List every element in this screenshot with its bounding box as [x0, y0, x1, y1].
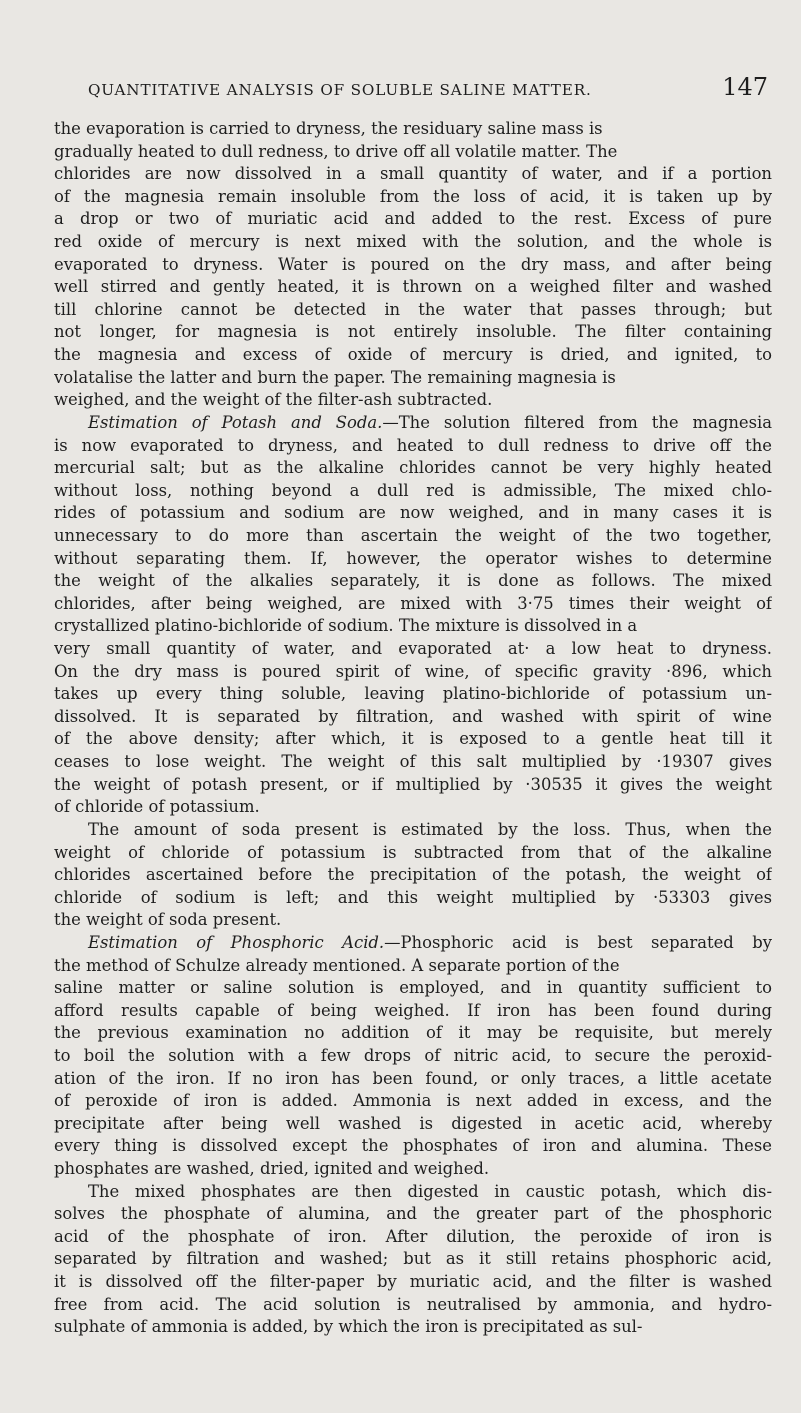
line-text: acid of the phosphate of iron. After dilution, the peroxide of iron is	[54, 1226, 772, 1246]
text-line	[54, 1068, 772, 1091]
line-text: of peroxide of iron is added. Ammonia is next added in excess, and the	[54, 1091, 772, 1111]
line-text: to boil the solution with a few drops of nitric acid, to secure the peroxid-	[54, 1045, 772, 1065]
text-line	[54, 435, 772, 458]
text-line	[54, 548, 772, 571]
text-line	[54, 525, 772, 548]
text-line	[54, 141, 772, 164]
line-text: chlorides ascertained before the precipitation of the potash, the weight of	[54, 865, 772, 885]
text-line	[54, 1022, 772, 1045]
text-line	[54, 774, 772, 797]
text-line	[54, 480, 772, 503]
line-text: ceases to lose weight. The weight of this salt multiplied by ·19307 gives	[54, 752, 772, 772]
text-line	[54, 706, 772, 729]
line-text: evaporated to dryness. Water is poured on the dry mass, and after being	[54, 254, 772, 274]
text-line	[54, 502, 772, 525]
text-line	[54, 1113, 772, 1136]
line-text: till chlorine cannot be detected in the water that passes through; but	[54, 299, 772, 319]
section-heading: Estimation of Phosphoric Acid.	[88, 932, 385, 952]
line-text: takes up every thing soluble, leaving platino-bichloride of potassium un-	[54, 684, 772, 704]
line-text: the weight of the alkalies separately, it is done as follows. The mixed	[54, 571, 772, 591]
text-line	[54, 367, 772, 390]
text-line	[54, 864, 772, 887]
text-line	[54, 208, 772, 231]
line-text: ation of the iron. If no iron has been found, or only traces, a little acetate	[54, 1068, 772, 1088]
text-line	[54, 909, 772, 932]
line-text: without separating them. If, however, the operator wishes to determine	[54, 548, 772, 568]
text-line	[54, 932, 772, 955]
text-line	[54, 1045, 772, 1068]
text-line	[54, 412, 772, 435]
text-line	[54, 1135, 772, 1158]
line-text: unnecessary to do more than ascertain the weight of the two together,	[54, 525, 772, 545]
line-text: afford results capable of being weighed. If iron has been found during	[54, 1000, 772, 1020]
line-text: sulphate of ammonia is added, by which the iron is precipitated as sul-	[54, 1317, 643, 1337]
line-text: of the magnesia remain insoluble from the loss of acid, it is taken up by	[54, 186, 772, 206]
text-line	[54, 796, 772, 819]
line-text: separated by filtration and washed; but as it still retains phosphoric acid,	[54, 1249, 772, 1269]
text-line	[54, 842, 772, 865]
text-line	[54, 570, 772, 593]
text-line	[54, 1248, 772, 1271]
line-text: chlorides are now dissolved in a small quantity of water, and if a portion	[54, 164, 772, 184]
text-line	[54, 1090, 772, 1113]
text-line	[54, 661, 772, 684]
section-heading: Estimation of Potash and Soda.	[88, 412, 383, 432]
line-text: free from acid. The acid solution is neutralised by ammonia, and hydro-	[54, 1294, 772, 1314]
line-text: crystallized platino-bichloride of sodium. The mixture is dissolved in a	[54, 616, 638, 636]
line-text: volatalise the latter and burn the paper. The remaining magnesia is	[54, 367, 616, 387]
text-line	[54, 321, 772, 344]
text-line	[54, 977, 772, 1000]
running-head-title: QUANTITATIVE ANALYSIS OF SOLUBLE SALINE MATTER.	[88, 81, 592, 99]
text-line	[54, 955, 772, 978]
text-line	[54, 1000, 772, 1023]
text-line	[54, 344, 772, 367]
text-line	[54, 231, 772, 254]
body-text	[54, 118, 772, 1339]
text-line	[54, 276, 772, 299]
line-text: chlorides, after being weighed, are mixed with 3·75 times their weight of	[54, 593, 772, 613]
line-text: the previous examination no addition of it may be requisite, but merely	[54, 1023, 772, 1043]
text-line	[54, 118, 772, 141]
line-text: —Phosphoric acid is best separated by	[384, 932, 772, 952]
page-number: 147	[722, 73, 768, 101]
line-text: well stirred and gently heated, it is thrown on a weighed filter and washed	[54, 277, 772, 297]
text-line	[54, 1316, 772, 1339]
line-text: it is dissolved off the filter-paper by muriatic acid, and the filter is washed	[54, 1272, 772, 1292]
line-text: of the above density; after which, it is exposed to a gentle heat till it	[54, 729, 772, 749]
text-line	[54, 1226, 772, 1249]
line-text: dissolved. It is separated by filtration, and washed with spirit of wine	[54, 706, 772, 726]
line-text: weighed, and the weight of the filter-ash subtracted.	[54, 390, 493, 410]
line-text: precipitate after being well washed is digested in acetic acid, whereby	[54, 1113, 772, 1133]
line-text: phosphates are washed, dried, ignited and weighed.	[54, 1159, 490, 1179]
line-text: every thing is dissolved except the phosphates of iron and alumina. These	[54, 1136, 772, 1156]
line-text: solves the phosphate of alumina, and the greater part of the phosphoric	[54, 1204, 772, 1224]
text-line	[54, 457, 772, 480]
text-line	[54, 887, 772, 910]
line-text: a drop or two of muriatic acid and added to the rest. Excess of pure	[54, 209, 772, 229]
line-text: not longer, for magnesia is not entirely insoluble. The filter containing	[54, 322, 772, 342]
line-text: On the dry mass is poured spirit of wine, of specific gravity ·896, which	[54, 661, 772, 681]
line-text: the method of Schulze already mentioned. A separate portion of the	[54, 955, 620, 975]
text-line	[54, 1203, 772, 1226]
text-line	[54, 1158, 772, 1181]
text-line	[54, 819, 772, 842]
text-line	[54, 299, 772, 322]
line-text: the weight of soda present.	[54, 910, 282, 930]
text-line	[54, 751, 772, 774]
text-line	[54, 638, 772, 661]
running-head	[88, 73, 768, 110]
text-line	[54, 1181, 772, 1204]
text-line	[54, 186, 772, 209]
line-text: gradually heated to dull redness, to drive off all volatile matter. The	[54, 141, 618, 161]
text-line	[54, 728, 772, 751]
line-text: the weight of potash present, or if multiplied by ·30535 it gives the weight	[54, 774, 772, 794]
line-text: very small quantity of water, and evaporated at· a low heat to dryness.	[54, 639, 772, 659]
text-line	[54, 615, 772, 638]
line-text: the magnesia and excess of oxide of mercury is dried, and ignited, to	[54, 345, 772, 365]
line-text: red oxide of mercury is next mixed with the solution, and the whole is	[54, 232, 772, 252]
line-text: weight of chloride of potassium is subtracted from that of the alkaline	[54, 842, 772, 862]
text-line	[54, 593, 772, 616]
line-text: The amount of soda present is estimated by the loss. Thus, when the	[88, 819, 772, 839]
line-text: of chloride of potassium.	[54, 797, 260, 817]
line-text: the evaporation is carried to dryness, the residuary saline mass is	[54, 119, 603, 138]
text-line	[54, 1294, 772, 1317]
text-line	[54, 389, 772, 412]
text-line	[54, 254, 772, 277]
line-text: without loss, nothing beyond a dull red is admissible, The mixed chlo-	[54, 480, 772, 500]
line-text: is now evaporated to dryness, and heated to dull redness to drive off the	[54, 435, 772, 455]
line-text: —The solution filtered from the magnesia	[382, 412, 772, 432]
text-line	[54, 683, 772, 706]
text-line	[54, 1271, 772, 1294]
line-text: The mixed phosphates are then digested in caustic potash, which dis-	[88, 1181, 772, 1201]
line-text: saline matter or saline solution is employed, and in quantity sufficient to	[54, 978, 772, 998]
text-line	[54, 163, 772, 186]
line-text: chloride of sodium is left; and this weight multiplied by ·53303 gives	[54, 887, 772, 907]
line-text: mercurial salt; but as the alkaline chlorides cannot be very highly heated	[54, 458, 772, 478]
line-text: rides of potassium and sodium are now weighed, and in many cases it is	[54, 503, 772, 523]
